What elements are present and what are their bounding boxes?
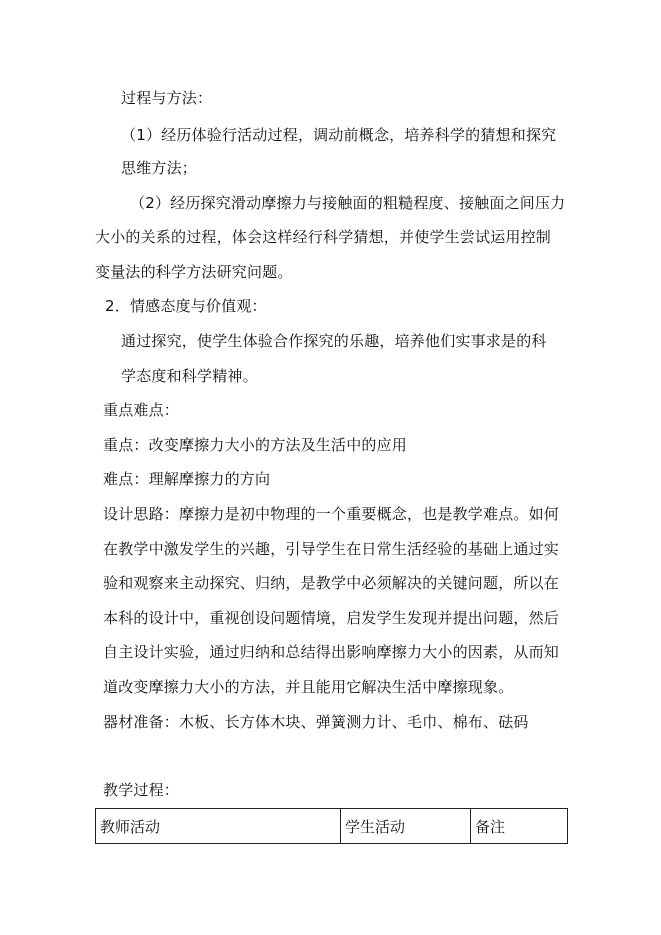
header-remarks: 备注 — [471, 809, 568, 844]
teaching-process-table — [95, 808, 568, 844]
emotion-line2: 学态度和科学精神。 — [121, 367, 258, 385]
table-header-row — [96, 809, 568, 844]
teaching-process-heading: 教学过程： — [103, 781, 180, 799]
emotion-line1: 通过探究，使学生体验合作探究的乐趣，培养他们实事求是的科 — [121, 332, 547, 350]
design-line1: 设计思路：摩擦力是初中物理的一个重要概念，也是教学难点。如何 — [103, 505, 560, 523]
key-difficult-heading: 重点难点： — [103, 401, 180, 419]
key-point: 重点：改变摩擦力大小的方法及生活中的应用 — [103, 436, 408, 454]
process-method-heading: 过程与方法： — [121, 89, 213, 107]
header-student-activity: 学生活动 — [341, 809, 471, 844]
design-line2: 在教学中激发学生的兴趣，引导学生在日常生活经验的基础上通过实 — [103, 540, 560, 558]
item1-line2: 思维方法； — [121, 159, 198, 177]
item1-line1: （1）经历体验行活动过程，调动前概念，培养科学的猜想和探究 — [121, 126, 557, 144]
item2-line2: 大小的关系的过程，体会这样经行科学猜想，并使学生尝试运用控制 — [95, 228, 552, 246]
item2-line1: （2）经历探究滑动摩擦力与接触面的粗糙程度、接触面之间压力 — [130, 194, 566, 212]
header-teacher-activity: 教师活动 — [96, 809, 341, 844]
materials: 器材准备：木板、长方体木块、弹簧测力计、毛巾、棉布、砝码 — [103, 713, 529, 731]
design-line5: 自主设计实验，通过归纳和总结得出影响摩擦力大小的因素，从而知 — [103, 643, 560, 661]
design-line4: 本科的设计中，重视创设问题情境，启发学生发现并提出问题，然后 — [103, 609, 560, 627]
item2-line3: 变量法的科学方法研究问题。 — [95, 263, 293, 281]
emotion-heading: 2．情感态度与价值观： — [105, 297, 267, 315]
design-line3: 验和观察来主动探究、归纳，是教学中必须解决的关键问题，所以在 — [103, 574, 560, 592]
difficult-point: 难点：理解摩擦力的方向 — [103, 470, 271, 488]
design-line6: 道改变摩擦力大小的方法，并且能用它解决生活中摩擦现象。 — [103, 678, 514, 696]
